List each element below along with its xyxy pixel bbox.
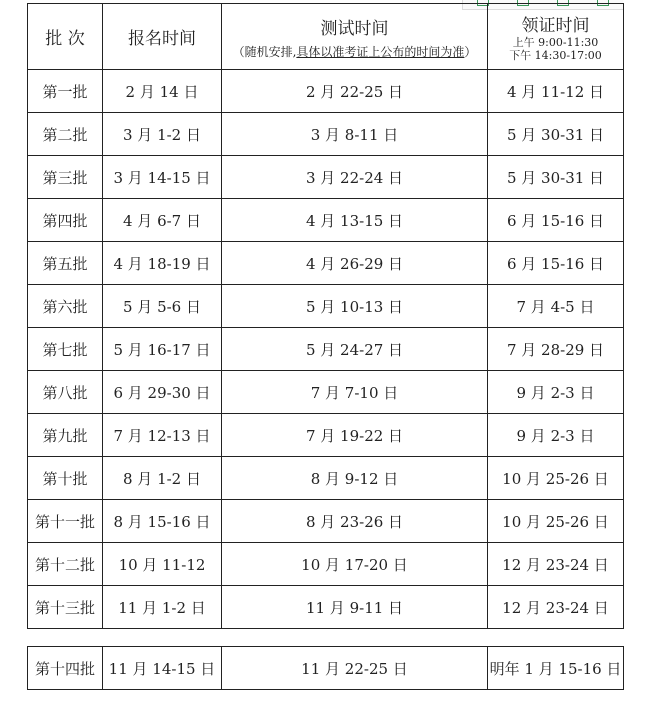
register-date-cell: 10 月 11-12: [103, 543, 222, 586]
table-row: [28, 414, 624, 457]
register-date-cell: 7 月 12-13 日: [103, 414, 222, 457]
cert-date-cell: 6 月 15-16 日: [488, 199, 624, 242]
batch-cell: 第十三批: [28, 586, 103, 629]
table-row: [28, 647, 624, 690]
register-date-cell: 3 月 14-15 日: [103, 156, 222, 199]
table-row: [28, 156, 624, 199]
batch-cell: 第九批: [28, 414, 103, 457]
cert-date-cell: 9 月 2-3 日: [488, 414, 624, 457]
batch-cell: 第三批: [28, 156, 103, 199]
cert-date-cell: 5 月 30-31 日: [488, 113, 624, 156]
test-date-cell: 2 月 22-25 日: [222, 70, 488, 113]
register-date-cell: 4 月 6-7 日: [103, 199, 222, 242]
register-date-cell: 11 月 1-2 日: [103, 586, 222, 629]
header-cert-am: 上午 9:00-11:30: [512, 36, 599, 49]
test-date-cell: 11 月 22-25 日: [222, 647, 488, 690]
header-cert: [488, 4, 624, 70]
cert-date-cell: 7 月 28-29 日: [488, 328, 624, 371]
header-batch: 批 次: [28, 4, 103, 70]
batch-cell: 第十二批: [28, 543, 103, 586]
table-row: [28, 586, 624, 629]
cert-date-cell: 4 月 11-12 日: [488, 70, 624, 113]
test-date-cell: 5 月 10-13 日: [222, 285, 488, 328]
header-cert-title: 领证时间: [521, 16, 590, 36]
table-row: [28, 113, 624, 156]
test-date-cell: 5 月 24-27 日: [222, 328, 488, 371]
batch-cell: 第十一批: [28, 500, 103, 543]
table-row: [28, 371, 624, 414]
register-date-cell: 5 月 5-6 日: [103, 285, 222, 328]
table-row: [28, 328, 624, 371]
batch-cell: 第十批: [28, 457, 103, 500]
batch-cell: 第一批: [28, 70, 103, 113]
table-row: [28, 285, 624, 328]
register-date-cell: 8 月 1-2 日: [103, 457, 222, 500]
header-test-title: 测试时间: [320, 18, 389, 39]
header-register: 报名时间: [103, 4, 222, 70]
test-date-cell: 8 月 9-12 日: [222, 457, 488, 500]
register-date-cell: 4 月 18-19 日: [103, 242, 222, 285]
test-date-cell: 3 月 22-24 日: [222, 156, 488, 199]
register-date-cell: 5 月 16-17 日: [103, 328, 222, 371]
test-date-cell: 11 月 9-11 日: [222, 586, 488, 629]
schedule-table-continued: [27, 646, 624, 690]
cert-date-cell: 10 月 25-26 日: [488, 500, 624, 543]
cert-date-cell: 10 月 25-26 日: [488, 457, 624, 500]
table-row: [28, 70, 624, 113]
batch-cell: 第七批: [28, 328, 103, 371]
table-row: [28, 457, 624, 500]
cert-date-cell: 9 月 2-3 日: [488, 371, 624, 414]
table-row: [28, 543, 624, 586]
table-row: [28, 199, 624, 242]
batch-cell: 第六批: [28, 285, 103, 328]
cert-date-cell: 明年 1 月 15-16 日: [488, 647, 624, 690]
register-date-cell: 8 月 15-16 日: [103, 500, 222, 543]
test-date-cell: 3 月 8-11 日: [222, 113, 488, 156]
cert-date-cell: 5 月 30-31 日: [488, 156, 624, 199]
table-row: [28, 242, 624, 285]
batch-cell: 第二批: [28, 113, 103, 156]
batch-cell: 第五批: [28, 242, 103, 285]
batch-cell: 第四批: [28, 199, 103, 242]
schedule-table: [27, 3, 624, 629]
header-cert-pm: 下午 14:30-17:00: [509, 49, 602, 62]
test-date-cell: 4 月 26-29 日: [222, 242, 488, 285]
batch-cell: 第十四批: [28, 647, 103, 690]
header-test-note: （随机安排,具体以准考证上公布的时间为准）: [232, 44, 477, 59]
test-date-cell: 7 月 7-10 日: [222, 371, 488, 414]
register-date-cell: 3 月 1-2 日: [103, 113, 222, 156]
header-row: [28, 4, 624, 70]
batch-cell: 第八批: [28, 371, 103, 414]
cert-date-cell: 6 月 15-16 日: [488, 242, 624, 285]
cert-date-cell: 12 月 23-24 日: [488, 543, 624, 586]
test-date-cell: 10 月 17-20 日: [222, 543, 488, 586]
register-date-cell: 2 月 14 日: [103, 70, 222, 113]
cert-date-cell: 7 月 4-5 日: [488, 285, 624, 328]
register-date-cell: 6 月 29-30 日: [103, 371, 222, 414]
test-date-cell: 4 月 13-15 日: [222, 199, 488, 242]
test-date-cell: 7 月 19-22 日: [222, 414, 488, 457]
cert-date-cell: 12 月 23-24 日: [488, 586, 624, 629]
table-row: [28, 500, 624, 543]
header-test: [222, 4, 488, 70]
register-date-cell: 11 月 14-15 日: [103, 647, 222, 690]
test-date-cell: 8 月 23-26 日: [222, 500, 488, 543]
